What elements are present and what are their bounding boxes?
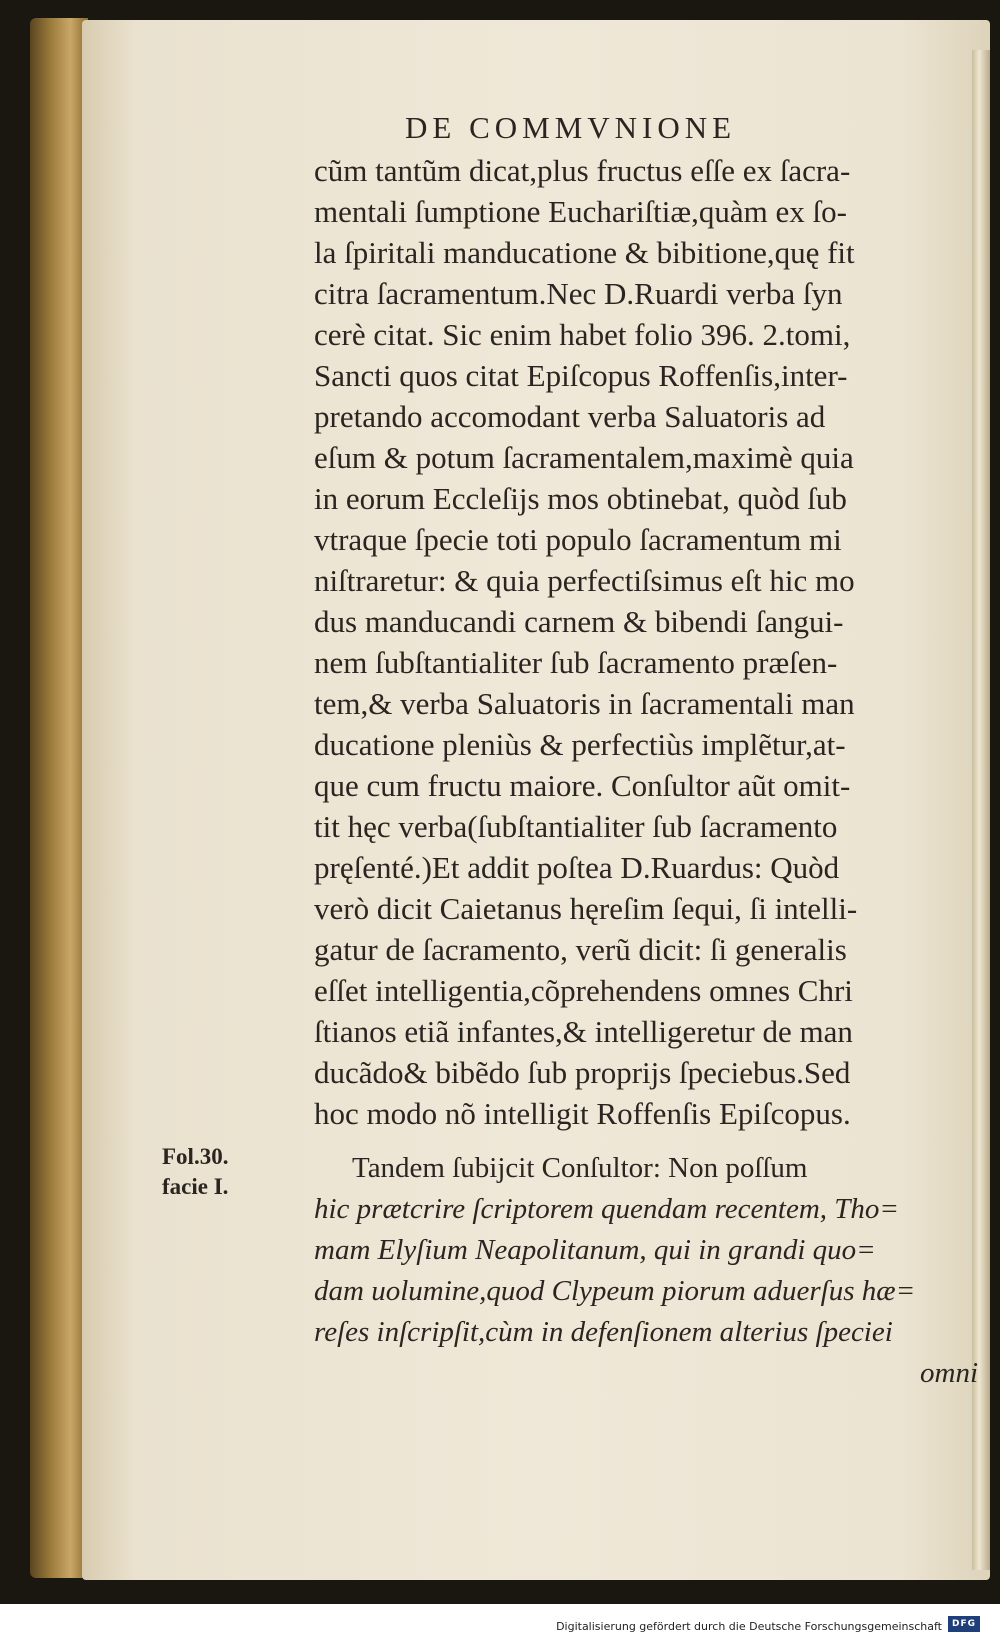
quoted-passage: [314, 1148, 984, 1394]
text-line: tit hęc verba(ſubſtantialiter ſub ſacramento: [314, 809, 838, 844]
text-line: ducatione pleniùs & perfectiùs implẽtur,at-: [314, 727, 846, 762]
quote-line: mam Elyſium Neapolitanum, qui in grandi quo=: [314, 1234, 876, 1266]
text-line: tem,& verba Saluatoris in ſacramentali man: [314, 686, 855, 721]
text-line: citra ſacramentum.Nec D.Ruardi verba ſyn: [314, 276, 843, 311]
text-line: mentali ſumptione Euchariſtiæ,quàm ex ſo-: [314, 194, 847, 229]
text-line: Sancti quos citat Epiſcopus Roffenſis,inter-: [314, 358, 848, 393]
text-line: vtraque ſpecie toti populo ſacramentum mi: [314, 522, 842, 557]
text-line: pretando accomodant verba Saluatoris ad: [314, 399, 826, 434]
margin-note-line: facie I.: [162, 1174, 229, 1199]
text-line: la ſpiritali manducatione & bibitione,quę fit: [314, 235, 855, 270]
margin-note: [162, 1142, 228, 1202]
book-spine-gutter: [30, 18, 88, 1578]
text-line: verò dicit Caietanus hęreſim ſequi, ſi intelli-: [314, 891, 858, 926]
quote-line: reſes inſcripſit,cùm in defenſionem alterius ſpeciei: [314, 1316, 893, 1348]
text-line: ducãdo& bibẽdo ſub proprijs ſpeciebus.Sed: [314, 1055, 851, 1090]
dfg-logo-icon: DFG: [948, 1616, 980, 1632]
running-head: DE COMMVNIONE: [405, 110, 737, 145]
text-line: gatur de ſacramento, verũ dicit: ſi generalis: [314, 932, 847, 967]
catchword: omni: [920, 1357, 978, 1389]
text-line: nem ſubſtantialiter ſub ſacramento præſen-: [314, 645, 838, 680]
margin-note-line: Fol.30.: [162, 1144, 229, 1169]
text-line: que cum fructu maiore. Conſultor aũt omit-: [314, 768, 851, 803]
text-line: in eorum Eccleſijs mos obtinebat, quòd ſub: [314, 481, 847, 516]
text-line: eſum & potum ſacramentalem,maximè quia: [314, 440, 854, 475]
text-line: niſtraretur: & quia perfectiſsimus eſt hic mo: [314, 563, 855, 598]
text-line: cerè citat. Sic enim habet folio 396. 2.tomi,: [314, 317, 851, 352]
body-text: [314, 150, 978, 1134]
quote-line: dam uolumine,quod Clypeum piorum aduerſus hæ=: [314, 1275, 916, 1307]
text-line: hoc modo nõ intelligit Roffenſis Epiſcopus.: [314, 1096, 851, 1131]
text-line: pręſenté.)Et addit poſtea D.Ruardus: Quòd: [314, 850, 840, 885]
text-line: dus manducandi carnem & bibendi ſangui-: [314, 604, 844, 639]
quote-line: hic prætcrire ſcriptorem quendam recentem, Tho=: [314, 1193, 899, 1225]
text-line: ſtianos etiã infantes,& intelligeretur de man: [314, 1014, 853, 1049]
funding-credit: Digitalisierung gefördert durch die Deutsche Forschungsgemeinschaft: [556, 1620, 942, 1633]
text-line: eſſet intelligentia,cõprehendens omnes Chri: [314, 973, 853, 1008]
text-line: cũm tantũm dicat,plus fructus eſſe ex ſacra-: [314, 153, 851, 188]
quote-line: Tandem ſubijcit Conſultor: Non poſſum: [352, 1152, 808, 1184]
